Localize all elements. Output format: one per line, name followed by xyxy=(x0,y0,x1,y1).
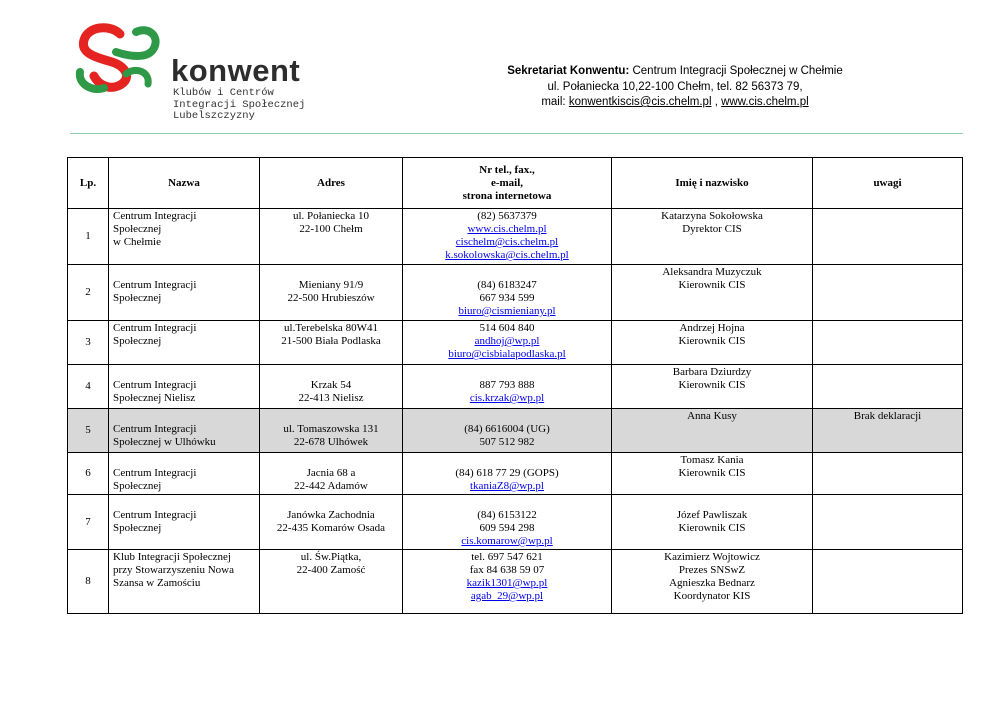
person-line: Tomasz Kania xyxy=(680,454,744,466)
cell-uwagi xyxy=(813,321,963,365)
cell-nazwa xyxy=(109,453,260,495)
person-line: Kierownik CIS xyxy=(678,379,746,391)
secretariat-website-link[interactable]: www.cis.chelm.pl xyxy=(721,96,809,108)
person-line: Kierownik CIS xyxy=(678,335,746,347)
organization-name-line: Społecznej xyxy=(113,292,162,304)
table-row xyxy=(68,453,963,495)
cell-adres xyxy=(260,265,403,321)
address-line: 22-400 Zamość xyxy=(296,564,366,576)
address-line: 22-435 Komarów Osada xyxy=(276,522,386,534)
remark-text: Brak deklaracji xyxy=(853,410,922,422)
cell-osoba xyxy=(612,321,813,365)
contact-link[interactable]: andhoj@wp.pl xyxy=(474,335,540,347)
cell-uwagi xyxy=(813,365,963,409)
address-line: ul. Św.Piątka, xyxy=(300,551,362,563)
person-line: Prezes SNSwZ xyxy=(678,564,746,576)
secretariat-address: ul. Połaniecka 10,22-100 Chełm, tel. 82 56373 79, xyxy=(547,80,803,93)
contact-phone: tel. 697 547 621 xyxy=(471,551,543,563)
link-separator: , xyxy=(711,96,722,108)
organization-name-line: Społecznej xyxy=(113,335,162,347)
header-nazwa: Nazwa xyxy=(109,158,260,209)
cell-nazwa xyxy=(109,365,260,409)
organization-name-line: Centrum Integracji xyxy=(113,322,197,334)
secretariat-org: Centrum Integracji Społecznej w Chełmie xyxy=(629,65,843,77)
cell-kontakt xyxy=(403,495,612,550)
logo-subtitle xyxy=(173,88,305,123)
person-line: Anna Kusy xyxy=(687,410,737,422)
table-row xyxy=(68,495,963,550)
address-line: 21-500 Biała Podlaska xyxy=(281,335,381,347)
contact-phone: (84) 6183247 xyxy=(477,279,537,291)
person-line: Kazimierz Wojtowicz xyxy=(664,551,760,563)
header-divider xyxy=(70,133,963,134)
table-row xyxy=(68,321,963,365)
address-line: Janówka Zachodnia xyxy=(287,509,375,521)
organization-name-line: przy Stowarzyszeniu Nowa xyxy=(113,564,234,576)
contact-phone: 667 934 599 xyxy=(479,292,535,304)
person-line: Agnieszka Bednarz xyxy=(669,577,755,589)
table-row xyxy=(68,209,963,265)
table-header-row xyxy=(68,158,963,209)
organization-name-line: Centrum Integracji xyxy=(113,423,197,435)
cell-osoba xyxy=(612,495,813,550)
secretariat-contact xyxy=(455,95,895,111)
organization-name-line: Centrum Integracji xyxy=(113,210,197,222)
contact-link[interactable]: k.sokolowska@cis.chelm.pl xyxy=(445,249,569,261)
row-number: 1 xyxy=(85,230,91,242)
logo-name: konwent xyxy=(171,53,301,88)
person-line: Aleksandra Muzyczuk xyxy=(662,266,762,278)
cell-kontakt xyxy=(403,321,612,365)
header-kontakt-line: Nr tel., fax., xyxy=(479,163,535,176)
contact-phone: 514 604 840 xyxy=(479,322,535,334)
logo-subtitle-line: Klubów i Centrów xyxy=(173,87,274,99)
cell-lp xyxy=(68,365,109,409)
cell-nazwa xyxy=(109,495,260,550)
contact-phone: (82) 5637379 xyxy=(477,210,537,222)
address-line: 22-413 Nielisz xyxy=(298,392,364,404)
contact-phone: fax 84 638 59 07 xyxy=(469,564,545,576)
table-row xyxy=(68,550,963,614)
secretariat-line xyxy=(455,64,895,80)
organization-name-line: Centrum Integracji xyxy=(113,279,197,291)
secretariat-header xyxy=(455,64,895,111)
cell-lp xyxy=(68,209,109,265)
cell-adres xyxy=(260,453,403,495)
address-line: ul.Terebelska 80W41 xyxy=(284,322,378,334)
row-number: 2 xyxy=(85,286,91,298)
secretariat-email-link[interactable]: konwentkiscis@cis.chelm.pl xyxy=(568,96,712,108)
contact-link[interactable]: cischelm@cis.chelm.pl xyxy=(455,236,559,248)
mail-prefix: mail: xyxy=(541,96,569,108)
cell-adres xyxy=(260,550,403,614)
address-line: 22-678 Ulhówek xyxy=(293,436,369,448)
contact-phone: (84) 6153122 xyxy=(477,509,537,521)
organization-name-line: Społecznej xyxy=(113,223,162,235)
cell-adres xyxy=(260,365,403,409)
cell-kontakt xyxy=(403,365,612,409)
logo-subtitle-line: Integracji Społecznej xyxy=(173,98,306,111)
konwent-logo-mark-icon xyxy=(70,22,162,94)
organization-name-line: Społecznej Nielisz xyxy=(113,392,196,404)
header-adres: Adres xyxy=(260,158,403,209)
cell-nazwa xyxy=(109,265,260,321)
address-line: 22-442 Adamów xyxy=(294,480,368,492)
cell-lp xyxy=(68,550,109,614)
cell-kontakt xyxy=(403,409,612,453)
contact-link[interactable]: tkaniaZ8@wp.pl xyxy=(470,480,544,492)
cell-nazwa xyxy=(109,209,260,265)
cell-lp xyxy=(68,495,109,550)
cell-uwagi xyxy=(813,265,963,321)
row-number: 3 xyxy=(85,336,91,348)
contact-phone: (84) 6616004 (UG) xyxy=(464,423,550,435)
cell-nazwa xyxy=(109,550,260,614)
cell-adres xyxy=(260,495,403,550)
contact-link[interactable]: cis.krzak@wp.pl xyxy=(469,392,545,404)
address-line: ul. Tomaszowska 131 xyxy=(283,423,379,435)
cell-kontakt xyxy=(403,265,612,321)
cell-uwagi xyxy=(813,209,963,265)
address-line: 22-500 Hrubieszów xyxy=(287,292,375,304)
cell-uwagi xyxy=(813,550,963,614)
header-kontakt xyxy=(403,158,612,209)
cell-osoba xyxy=(612,409,813,453)
organization-name-line: Klub Integracji Społecznej xyxy=(113,551,231,563)
contact-phone: 609 594 298 xyxy=(479,522,535,534)
address-line: ul. Połaniecka 10 xyxy=(292,210,370,222)
contact-link[interactable]: agab_29@wp.pl xyxy=(470,590,544,602)
header-kontakt-line: strona internetowa xyxy=(462,189,552,202)
header-kontakt-line: e-mail, xyxy=(490,176,524,189)
organization-name-line: Centrum Integracji xyxy=(113,379,197,391)
contact-link[interactable]: kazik1301@wp.pl xyxy=(466,577,548,589)
cell-kontakt xyxy=(403,453,612,495)
cell-kontakt xyxy=(403,209,612,265)
person-line: Dyrektor CIS xyxy=(682,223,742,235)
organization-name-line: Szansa w Zamościu xyxy=(113,577,201,589)
address-line: Krzak 54 xyxy=(310,379,352,391)
cell-adres xyxy=(260,409,403,453)
organization-name-line: Społecznej xyxy=(113,522,162,534)
contact-phone: (84) 618 77 29 (GOPS) xyxy=(455,467,559,479)
secretariat-label: Sekretariat Konwentu: xyxy=(507,65,630,77)
cell-osoba xyxy=(612,453,813,495)
cell-nazwa xyxy=(109,321,260,365)
logo-subtitle-line: Lubelszczyzny xyxy=(173,110,255,122)
person-line: Kierownik CIS xyxy=(678,467,746,479)
person-line: Kierownik CIS xyxy=(678,522,746,534)
contact-phone: 887 793 888 xyxy=(479,379,535,391)
header-osoba: Imię i nazwisko xyxy=(612,158,813,209)
organization-name-line: w Chełmie xyxy=(113,236,161,248)
header-uwagi: uwagi xyxy=(813,158,963,209)
cell-lp xyxy=(68,265,109,321)
cell-adres xyxy=(260,321,403,365)
cell-nazwa xyxy=(109,409,260,453)
row-number: 4 xyxy=(85,380,91,392)
row-number: 8 xyxy=(85,575,91,587)
row-number: 7 xyxy=(85,515,91,528)
organization-name-line: Społecznej w Ulhówku xyxy=(113,436,216,448)
table-row xyxy=(68,265,963,321)
cell-uwagi xyxy=(813,495,963,550)
cell-osoba xyxy=(612,209,813,265)
person-line: Andrzej Hojna xyxy=(679,322,745,334)
address-line: Mieniany 91/9 xyxy=(298,279,364,291)
table-row xyxy=(68,409,963,453)
cell-uwagi xyxy=(813,453,963,495)
contact-link[interactable]: www.cis.chelm.pl xyxy=(467,223,547,235)
contact-link[interactable]: biuro@cismieniany.pl xyxy=(458,305,556,317)
address-line: 22-100 Chełm xyxy=(299,223,363,235)
cell-lp xyxy=(68,453,109,495)
row-number: 5 xyxy=(85,424,91,436)
cell-kontakt xyxy=(403,550,612,614)
contact-link[interactable]: cis.komarow@wp.pl xyxy=(461,535,553,547)
cell-lp xyxy=(68,321,109,365)
cell-lp xyxy=(68,409,109,453)
contact-link[interactable]: biuro@cisbialapodlaska.pl xyxy=(448,348,566,360)
person-line: Koordynator KIS xyxy=(673,590,751,602)
organization-name-line: Społecznej xyxy=(113,480,162,492)
cell-adres xyxy=(260,209,403,265)
person-line: Józef Pawliszak xyxy=(676,509,748,521)
person-line: Kierownik CIS xyxy=(678,279,746,291)
cell-osoba xyxy=(612,550,813,614)
cell-osoba xyxy=(612,265,813,321)
organization-name-line: Centrum Integracji xyxy=(113,467,197,479)
row-number: 6 xyxy=(85,467,91,479)
contact-phone: 507 512 982 xyxy=(479,436,535,448)
address-line: Jacnia 68 a xyxy=(306,467,356,479)
cis-directory-table xyxy=(67,157,963,614)
cell-uwagi xyxy=(813,409,963,453)
header-lp: Lp. xyxy=(68,158,109,209)
table-body xyxy=(68,209,963,614)
konwent-logo xyxy=(70,22,340,122)
table-row xyxy=(68,365,963,409)
cell-osoba xyxy=(612,365,813,409)
organization-name-line: Centrum Integracji xyxy=(113,509,197,521)
person-line: Barbara Dziurdzy xyxy=(672,366,752,378)
person-line: Katarzyna Sokołowska xyxy=(661,210,763,222)
